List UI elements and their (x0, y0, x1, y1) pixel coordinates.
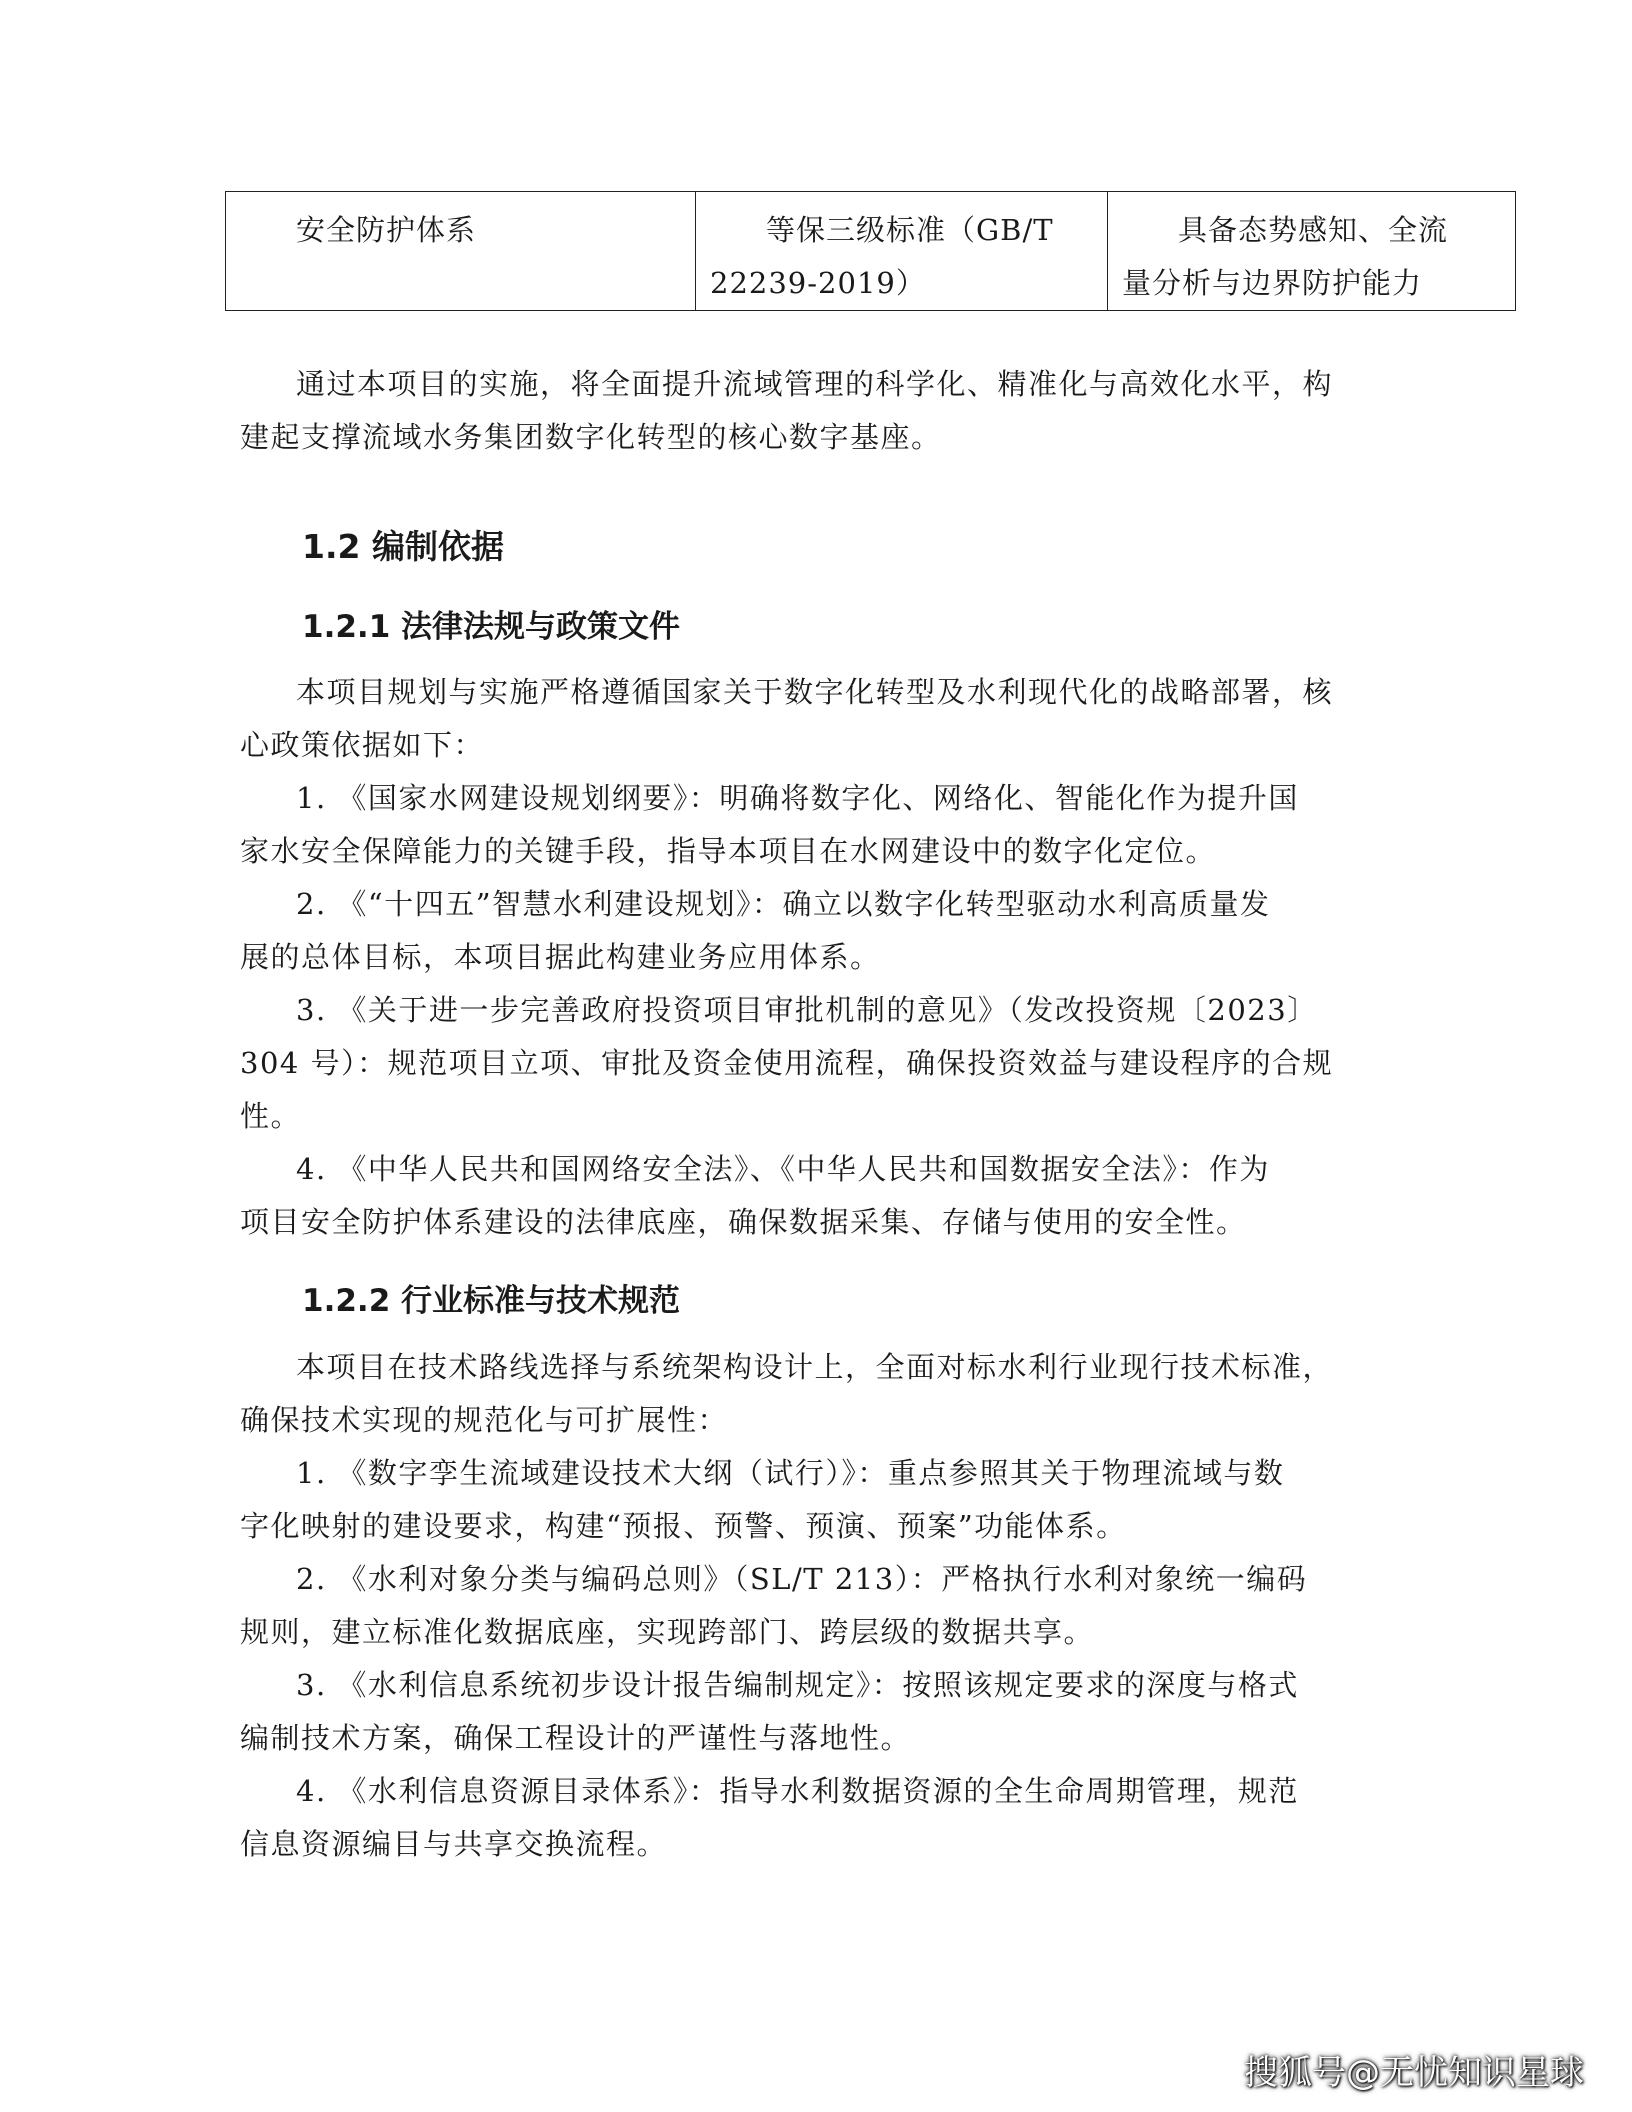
list-item (240, 1553, 1390, 1659)
spec-table (225, 191, 1516, 311)
table-cell-capability (1108, 192, 1516, 311)
text-line: 家水安全保障能力的关键手段，指导本项目在水网建设中的数字化定位。 (240, 834, 1217, 868)
list-item (240, 1659, 1390, 1765)
section-heading-1-2-2: 1.2.2 行业标准与技术规范 (302, 1283, 681, 1319)
text-line: 3. 《关于进一步完善政府投资项目审批机制的意见》（发改投资规〔2023〕 (296, 993, 1318, 1027)
text-line: 304 号）：规范项目立项、审批及资金使用流程，确保投资效益与建设程序的合规 (240, 1046, 1334, 1080)
cell-text: 具备态势感知、全流 (1178, 213, 1449, 247)
text-line: 2. 《“十四五”智慧水利建设规划》：确立以数字化转型驱动水利高质量发 (296, 887, 1271, 921)
text-line: 3. 《水利信息系统初步设计报告编制规定》：按照该规定要求的深度与格式 (296, 1668, 1299, 1702)
list-item (240, 1765, 1390, 1871)
cell-text: 量分析与边界防护能力 (1122, 266, 1423, 300)
list-item (240, 1447, 1390, 1553)
text-line: 建起支撑流域水务集团数字化转型的核心数字基座。 (240, 420, 942, 454)
list-item (240, 772, 1390, 878)
table-cell-item (226, 192, 696, 311)
section-heading-1-2: 1.2 编制依据 (302, 527, 504, 566)
text-line: 项目安全防护体系建设的法律底座，确保数据采集、存储与使用的安全性。 (240, 1205, 1247, 1239)
cell-text: 安全防护体系 (296, 213, 477, 247)
text-line: 确保技术实现的规范化与可扩展性： (240, 1403, 729, 1437)
section-heading-1-2-1: 1.2.1 法律法规与政策文件 (302, 609, 681, 645)
text-line: 字化映射的建设要求，构建“预报、预警、预演、预案”功能体系。 (240, 1509, 1127, 1543)
text-line: 规则，建立标准化数据底座，实现跨部门、跨层级的数据共享。 (240, 1615, 1095, 1649)
text-line: 本项目规划与实施严格遵循国家关于数字化转型及水利现代化的战略部署，核 (296, 675, 1334, 709)
text-line: 信息资源编目与共享交换流程。 (240, 1827, 668, 1861)
text-line: 性。 (240, 1099, 302, 1133)
text-line: 编制技术方案，确保工程设计的严谨性与落地性。 (240, 1721, 912, 1755)
cell-text: 等保三级标准（GB/T (766, 213, 1054, 247)
table-cell-standard (696, 192, 1108, 311)
list-item (240, 984, 1390, 1143)
text-line: 通过本项目的实施，将全面提升流域管理的科学化、精准化与高效化水平，构 (296, 367, 1334, 401)
watermark: 搜狐号@无忧知识星球 (1244, 2053, 1584, 2093)
text-line: 2. 《水利对象分类与编码总则》（SL/T 213）：严格执行水利对象统一编码 (296, 1562, 1308, 1596)
text-line: 本项目在技术路线选择与系统架构设计上，全面对标水利行业现行技术标准， (296, 1350, 1334, 1384)
text-line: 4. 《水利信息资源目录体系》：指导水利数据资源的全生命周期管理，规范 (296, 1774, 1299, 1808)
list-item (240, 878, 1390, 984)
text-line: 展的总体目标，本项目据此构建业务应用体系。 (240, 940, 881, 974)
list-item (240, 1143, 1390, 1249)
table-row (226, 192, 1516, 311)
intro-paragraph (240, 358, 1390, 464)
section-1-2-2-lead (240, 1341, 1390, 1447)
text-line: 心政策依据如下： (240, 728, 485, 762)
section-1-2-1-lead (240, 666, 1390, 772)
text-line: 1. 《国家水网建设规划纲要》：明确将数字化、网络化、智能化作为提升国 (296, 781, 1299, 815)
text-line: 1. 《数字孪生流域建设技术大纲（试行）》：重点参照其关于物理流域与数 (296, 1456, 1285, 1490)
cell-text: 22239-2019） (710, 266, 926, 300)
text-line: 4. 《中华人民共和国网络安全法》、《中华人民共和国数据安全法》：作为 (296, 1152, 1270, 1186)
